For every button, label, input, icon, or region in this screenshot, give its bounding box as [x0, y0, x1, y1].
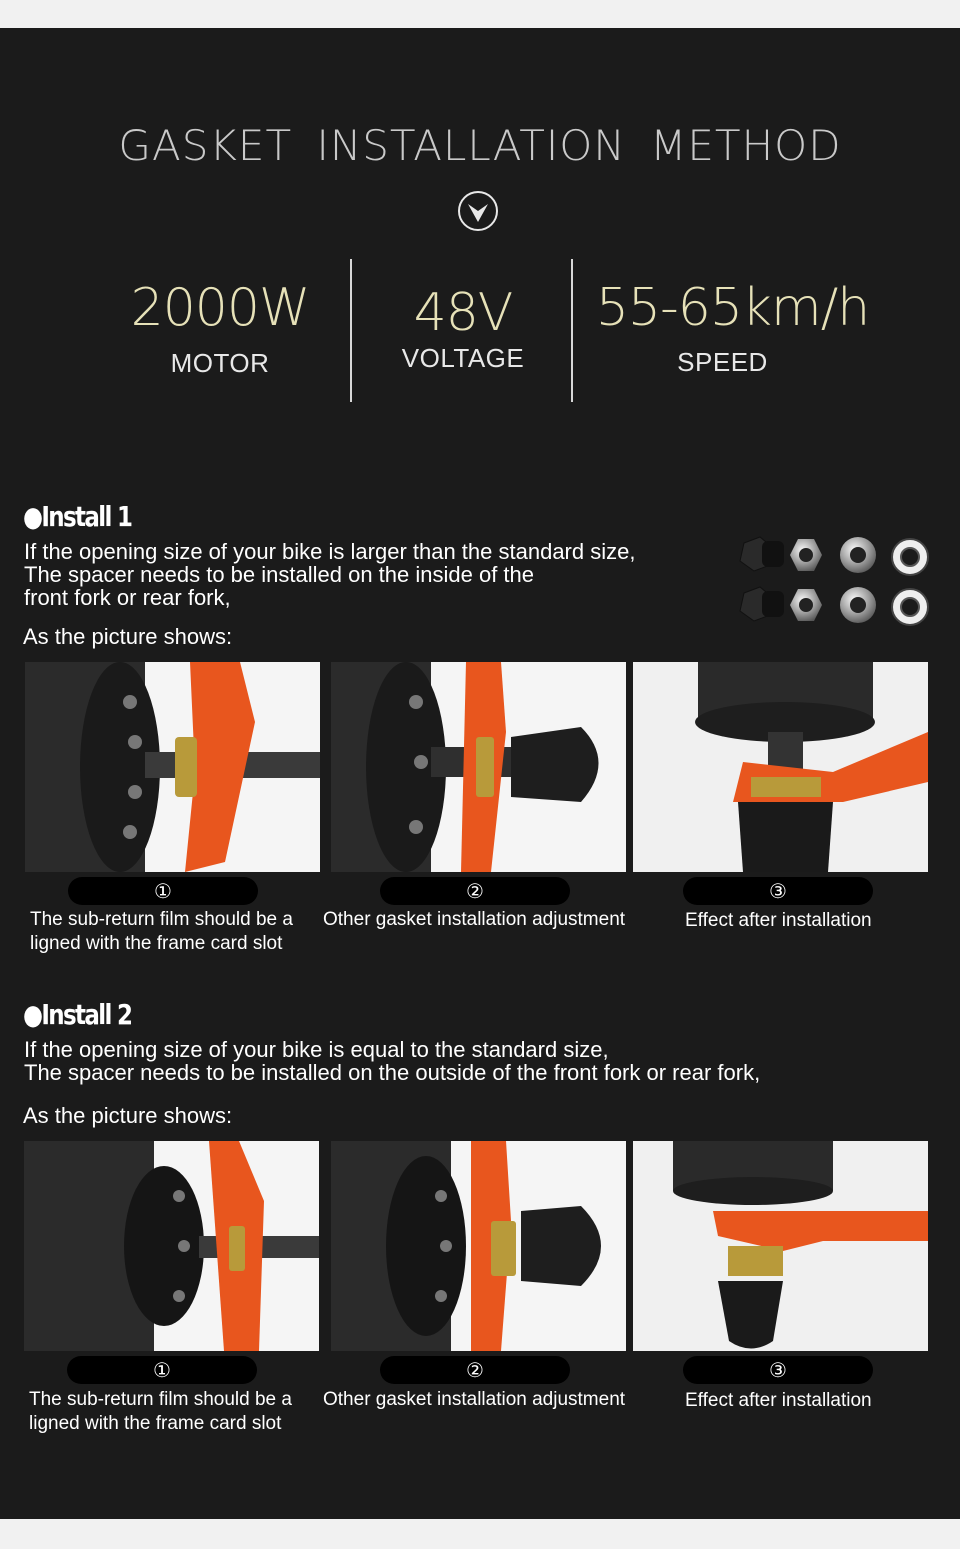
stat-speed-label: SPEED: [677, 347, 768, 377]
install-1-step-3-caption: Effect after installation: [685, 910, 872, 931]
install-2-step-2-badge: ②: [380, 1356, 570, 1384]
stat-voltage-value: 48V: [413, 283, 513, 343]
chevron-down-circle-icon: [458, 191, 498, 231]
install-2-description: If the opening size of your bike is equal to the standard size, The spacer needs to be installed on the outside of the front fork or rear fork,: [24, 1037, 761, 1085]
install-1-photo-1: [25, 662, 320, 872]
install-2-shows-label: As the picture shows:: [23, 1103, 233, 1128]
stat-divider: [350, 259, 352, 402]
page-title: GASKET INSTALLATION METHOD: [118, 121, 842, 170]
install-1-step-1-badge: ①: [68, 877, 258, 905]
install-1-photo-2: [331, 662, 626, 872]
install-2-heading: ●Install 2: [23, 998, 132, 1031]
stat-motor-value: 2000W: [130, 278, 310, 338]
install-1-step-3-badge: ③: [683, 877, 873, 905]
stat-divider: [571, 259, 573, 402]
install-2-step-3-badge: ③: [683, 1356, 873, 1384]
install-1-heading: ●Install 1: [23, 500, 132, 533]
install-1-shows-label: As the picture shows:: [23, 624, 233, 649]
install-2-step-2-caption: Other gasket installation adjustment: [323, 1389, 626, 1410]
install-1-step-1-caption: The sub-return film should be a ligned with the frame card slot: [30, 909, 293, 954]
install-2-photo-3: [633, 1141, 928, 1351]
nuts-and-washers-image: [734, 533, 934, 633]
stat-motor-label: MOTOR: [170, 348, 270, 378]
install-2-photo-2: [331, 1141, 626, 1351]
install-2-step-1-badge: ①: [67, 1356, 257, 1384]
install-2-photo-1: [24, 1141, 319, 1351]
install-1-description: If the opening size of your bike is larger than the standard size, The spacer needs to be installed on the inside of the front fork or rear fork,: [24, 539, 636, 610]
install-2-step-1-caption: The sub-return film should be a ligned with the frame card slot: [29, 1389, 292, 1434]
stat-speed-value: 55-65km/h: [595, 278, 870, 338]
install-1-photo-3: [633, 662, 928, 872]
install-1-step-2-badge: ②: [380, 877, 570, 905]
install-2-step-3-caption: Effect after installation: [685, 1390, 872, 1411]
install-1-step-2-caption: Other gasket installation adjustment: [323, 909, 626, 930]
stat-voltage-label: VOLTAGE: [401, 343, 525, 373]
